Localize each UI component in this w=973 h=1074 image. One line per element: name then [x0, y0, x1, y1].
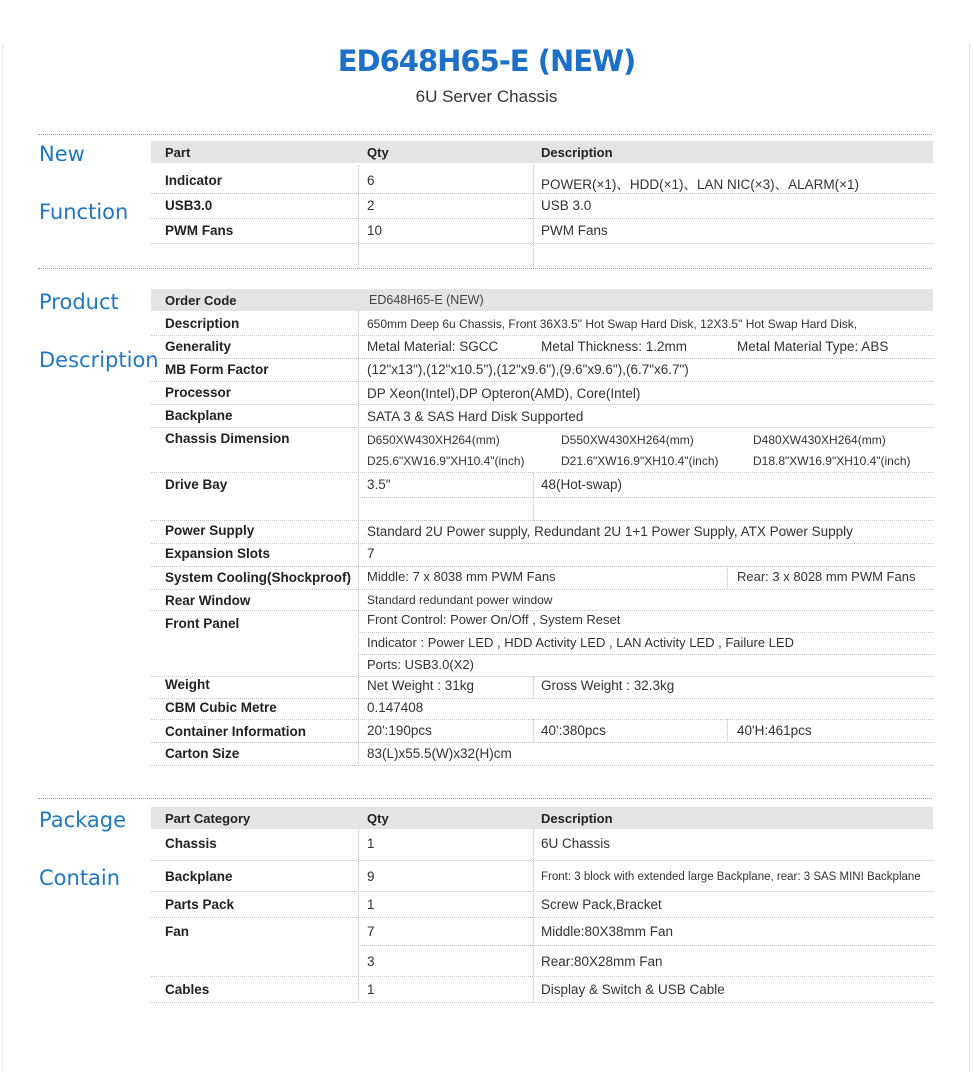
spec-value: 7 — [367, 546, 375, 561]
row-label: Chassis — [165, 836, 217, 851]
spec-value: Front Control: Power On/Off , System Reset — [367, 612, 621, 627]
row-description: 6U Chassis — [541, 836, 611, 851]
row-qty: 3 — [367, 954, 375, 969]
section-title-package: Package — [39, 808, 127, 832]
row-qty: 7 — [367, 924, 375, 939]
row-qty: 1 — [367, 836, 375, 851]
spec-label: Power Supply — [165, 523, 255, 538]
spec-value: Metal Material Type: ABS — [737, 339, 889, 354]
spec-value: 48(Hot-swap) — [541, 477, 623, 492]
row-description: Rear:80X28mm Fan — [541, 954, 663, 969]
spec-value: Ports: USB3.0(X2) — [367, 657, 474, 672]
spec-value: D18.8"XW16.9"XH10.4"(inch) — [753, 454, 911, 468]
table-header — [151, 807, 933, 829]
spec-label: Carton Size — [165, 746, 240, 761]
section-title-product: Product — [39, 290, 119, 314]
row-label: Backplane — [165, 869, 233, 884]
section-title-description: Description — [39, 348, 159, 372]
row-qty: 2 — [367, 198, 375, 213]
spec-label: CBM Cubic Metre — [165, 700, 277, 715]
page-subtitle: 6U Server Chassis — [415, 87, 558, 106]
column-header-qty: Qty — [367, 145, 389, 160]
spec-label: Backplane — [165, 408, 233, 423]
spec-label: Expansion Slots — [165, 546, 271, 561]
spec-label: Generality — [165, 339, 232, 354]
section-title-function: Function — [39, 200, 129, 224]
order-code-row — [151, 289, 933, 311]
row-label: PWM Fans — [165, 223, 234, 238]
spec-value: Standard redundant power window — [367, 593, 553, 607]
row-qty: 1 — [367, 897, 375, 912]
row-qty: 10 — [367, 223, 383, 238]
spec-value: 40':380pcs — [541, 723, 606, 738]
spec-value: (12"x13"),(12"x10.5"),(12"x9.6"),(9.6"x9.6"),(6.7"x6.7") — [367, 362, 689, 377]
spec-value: DP Xeon(Intel),DP Opteron(AMD), Core(Intel) — [367, 386, 641, 401]
row-description: Middle:80X38mm Fan — [541, 924, 674, 939]
spec-value: 40'H:461pcs — [737, 723, 812, 738]
order-code-label: Order Code — [165, 293, 237, 308]
column-header-part-category: Part Category — [165, 811, 251, 826]
spec-value: D21.6"XW16.9"XH10.4"(inch) — [561, 454, 719, 468]
spec-label: Rear Window — [165, 593, 251, 608]
spec-value: Rear: 3 x 8028 mm PWM Fans — [737, 569, 916, 584]
column-header-qty: Qty — [367, 811, 389, 826]
spec-value: Metal Material: SGCC — [367, 339, 499, 354]
spec-label: MB Form Factor — [165, 362, 269, 377]
spec-value: Indicator : Power LED , HDD Activity LED , LAN Activity LED , Failure LED — [367, 635, 794, 650]
row-description: USB 3.0 — [541, 198, 592, 213]
spec-label: Description — [165, 316, 240, 331]
section-divider — [38, 134, 932, 135]
spec-value: 0.147408 — [367, 700, 424, 715]
section-divider — [38, 798, 932, 799]
section-title-new: New — [39, 142, 85, 166]
spec-value: Standard 2U Power supply, Redundant 2U 1+1 Power Supply, ATX Power Supply — [367, 524, 853, 539]
column-header-description: Description — [541, 145, 613, 160]
spec-label: Drive Bay — [165, 477, 228, 492]
spec-value: 20':190pcs — [367, 723, 432, 738]
section-divider — [38, 268, 932, 269]
row-label: Cables — [165, 982, 210, 997]
spec-label: Weight — [165, 677, 210, 692]
spec-label: Container Information — [165, 724, 306, 739]
column-header-part: Part — [165, 145, 191, 160]
row-description: Front: 3 block with extended large Backplane, rear: 3 SAS MINI Backplane — [541, 871, 921, 883]
spec-value: 650mm Deep 6u Chassis, Front 36X3.5" Hot Swap Hard Disk, 12X3.5" Hot Swap Hard Disk, — [367, 317, 858, 331]
row-qty: 6 — [367, 173, 375, 188]
spec-value: Metal Thickness: 1.2mm — [541, 339, 688, 354]
row-description: Display & Switch & USB Cable — [541, 982, 725, 997]
spec-label: Processor — [165, 385, 232, 400]
spec-value: Middle: 7 x 8038 mm PWM Fans — [367, 569, 556, 584]
spec-value: 83(L)x55.5(W)x32(H)cm — [367, 746, 512, 761]
row-description: PWM Fans — [541, 223, 608, 238]
row-label: Parts Pack — [165, 897, 235, 912]
section-title-contain: Contain — [39, 866, 121, 890]
spec-value: D650XW430XH264(mm) — [367, 433, 500, 447]
spec-value: Gross Weight : 32.3kg — [541, 678, 675, 693]
row-label: USB3.0 — [165, 198, 213, 213]
spec-label: Front Panel — [165, 616, 240, 631]
spec-label: System Cooling(Shockproof) — [165, 570, 352, 585]
spec-label: Chassis Dimension — [165, 431, 290, 446]
spec-value: 3.5" — [367, 477, 391, 492]
row-description: POWER(×1)、HDD(×1)、LAN NIC(×3)、ALARM(×1) — [541, 177, 860, 192]
page-title: ED648H65-E (NEW) — [337, 44, 636, 78]
row-qty: 9 — [367, 869, 375, 884]
spec-value: D25.6"XW16.9"XH10.4"(inch) — [367, 454, 525, 468]
order-code-value: ED648H65-E (NEW) — [369, 293, 484, 307]
row-label: Indicator — [165, 173, 223, 188]
spec-value: D550XW430XH264(mm) — [561, 433, 694, 447]
table-header — [151, 141, 933, 163]
row-label: Fan — [165, 924, 190, 939]
spec-value: D480XW430XH264(mm) — [753, 433, 886, 447]
row-description: Screw Pack,Bracket — [541, 897, 662, 912]
column-header-description: Description — [541, 811, 613, 826]
row-qty: 1 — [367, 982, 375, 997]
spec-value: SATA 3 & SAS Hard Disk Supported — [367, 409, 584, 424]
spec-value: Net Weight : 31kg — [367, 678, 475, 693]
